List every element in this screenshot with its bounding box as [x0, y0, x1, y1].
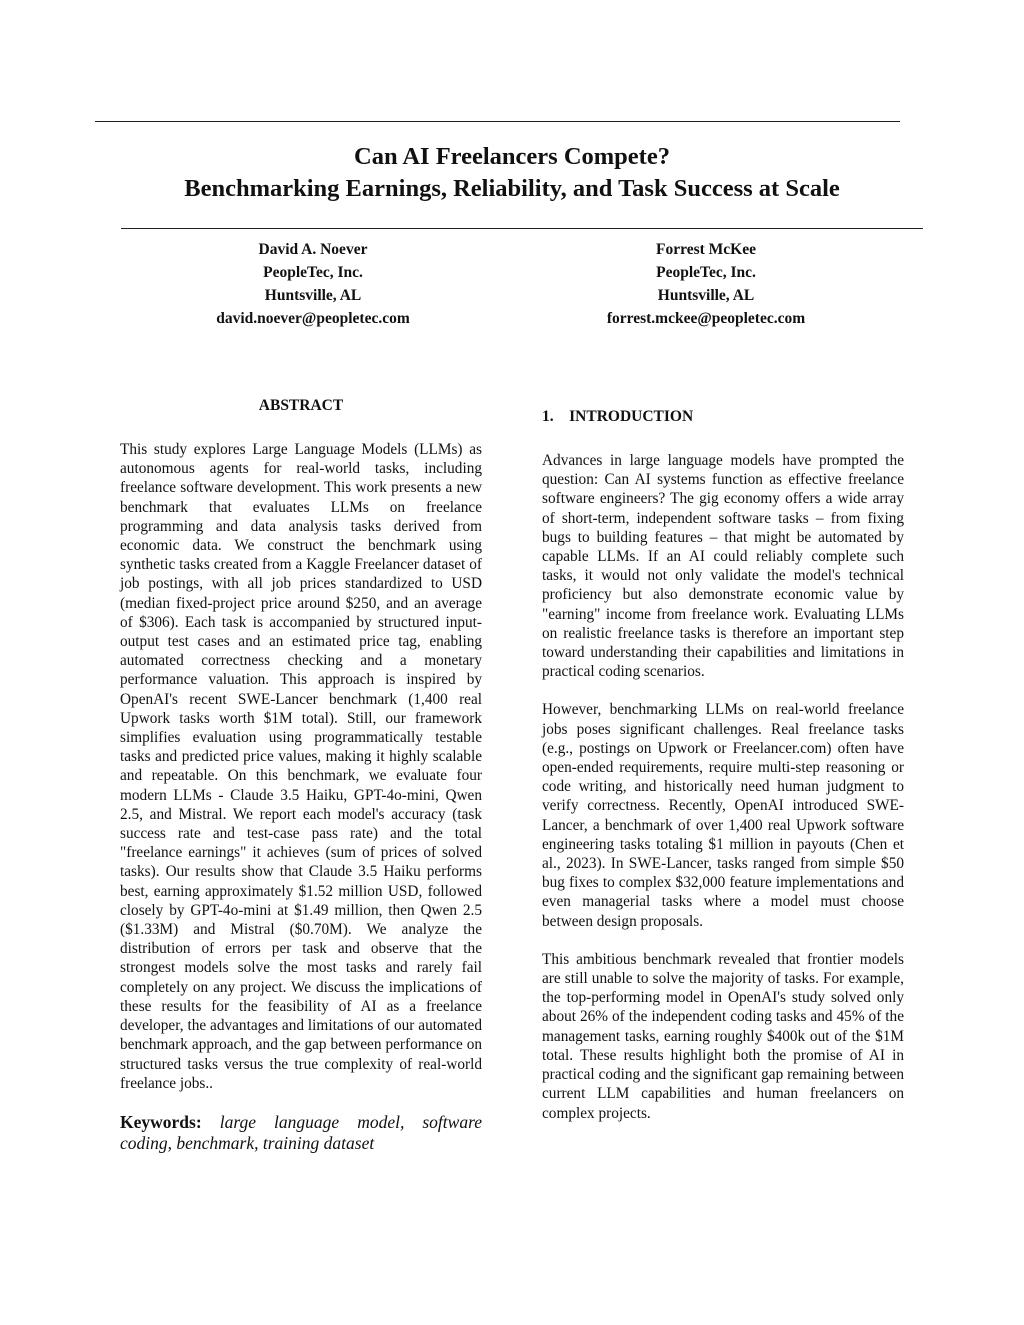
author-affiliation: PeopleTec, Inc. [656, 264, 756, 281]
author-affiliation: PeopleTec, Inc. [263, 264, 363, 281]
introduction-heading: 1. INTRODUCTION [542, 408, 694, 425]
intro-paragraph-1: Advances in large language models have prompted the question: Can AI systems function as effective freelance software engineers? The gig economy offers a wide array of short-term, independent software tasks – from fixing bugs to building features – that might be automated by capable LLMs. If an AI could reliably complete such tasks, it would not only validate the model's technical proficiency but also demonstrate economic value by "earning" income from freelance work. Evaluating LLMs on realistic freelance tasks is therefore an important step toward understanding their capabilities and limitations in practical coding scenarios. [542, 452, 904, 681]
paper-title-line-1: Can AI Freelancers Compete? [354, 143, 670, 170]
author-location: Huntsville, AL [264, 287, 362, 304]
author-location: Huntsville, AL [657, 287, 755, 304]
right-column [542, 407, 904, 1142]
paper-title-line-2: Benchmarking Earnings, Reliability, and Task Success at Scale [184, 175, 840, 202]
author-email: david.noever@peopletec.com [216, 310, 410, 327]
author-block-1 [153, 238, 473, 330]
author-name: David A. Noever [258, 241, 368, 258]
keywords-label: Keywords: [120, 1111, 202, 1132]
title-top-rule [95, 121, 900, 122]
intro-paragraph-3: This ambitious benchmark revealed that frontier models are still unable to solve the majority of tasks. For example, the top-performing model in OpenAI's study solved only about 26% of the independent coding tasks and 45% of the management tasks, earning roughly $400k out of the $1M total. These results highlight both the promise of AI in practical coding and the significant gap remaining between current LLM capabilities and human freelancers on complex projects. [542, 950, 904, 1122]
left-column [120, 396, 482, 1154]
abstract-text: This study explores Large Language Models (LLMs) as autonomous agents for real-world tasks, including freelance software development. This work presents a new benchmark that evaluates LLMs on freelance programming and data analysis tasks derived from economic data. We construct the benchmark using synthetic tasks created from a Kaggle Freelancer dataset of job postings, with all job prices standardized to USD (median fixed-project price around $250, and an average of $306). Each task is accompanied by structured input-output test cases and an estimated price tag, enabling automated correctness checking and a monetary performance valuation. This approach is inspired by OpenAI's recent SWE-Lancer benchmark (1,400 real Upwork tasks worth $1M total). Still, our framework simplifies evaluation using programmatically testable tasks and predicted price values, making it highly scalable and repeatable. On this benchmark, we evaluate four modern LLMs - Claude 3.5 Haiku, GPT-4o-mini, Qwen 2.5, and Mistral. We report each model's accuracy (task success rate and test-case pass rate) and the total "freelance earnings" it achieves (sum of prices of solved tasks). Our results show that Claude 3.5 Haiku performs best, earning approximately $1.52 million USD, followed closely by GPT-4o-mini at $1.49 million, then Qwen 2.5 ($1.33M) and Mistral ($0.70M). We analyze the distribution of errors per task and observe that the strongest models solve the most tasks and rarely fail completely on any project. We discuss the implications of these results for the feasibility of AI as a freelance developer, the advantages and limitations of our automated benchmark approach, and the gap between performance on structured tasks versus the true complexity of real-world freelance jobs.. [120, 441, 482, 1092]
author-email: forrest.mckee@peopletec.com [606, 310, 806, 327]
intro-paragraph-2: However, benchmarking LLMs on real-world freelance jobs poses significant challenges. Real freelance tasks (e.g., postings on Upwork or Freelancer.com) often have open-ended requirements, require multi-step reasoning or code writing, and historically need human judgment to verify correctness. Recently, OpenAI introduced SWE-Lancer, a benchmark of over 1,400 real Upwork software engineering tasks totaling $1 million in payouts (Chen et al., 2023). In SWE-Lancer, tasks ranged from simple $50 bug fixes to complex $32,000 feature implementations and even managerial tasks where a model must choose between design proposals. [542, 701, 904, 930]
author-block-2 [546, 238, 866, 330]
author-name: Forrest McKee [656, 241, 756, 258]
keywords [120, 1112, 482, 1154]
keywords-text: large language model, software coding, benchmark, training dataset [120, 1111, 483, 1153]
title-bottom-rule [121, 228, 923, 229]
abstract-heading: ABSTRACT [258, 397, 344, 414]
